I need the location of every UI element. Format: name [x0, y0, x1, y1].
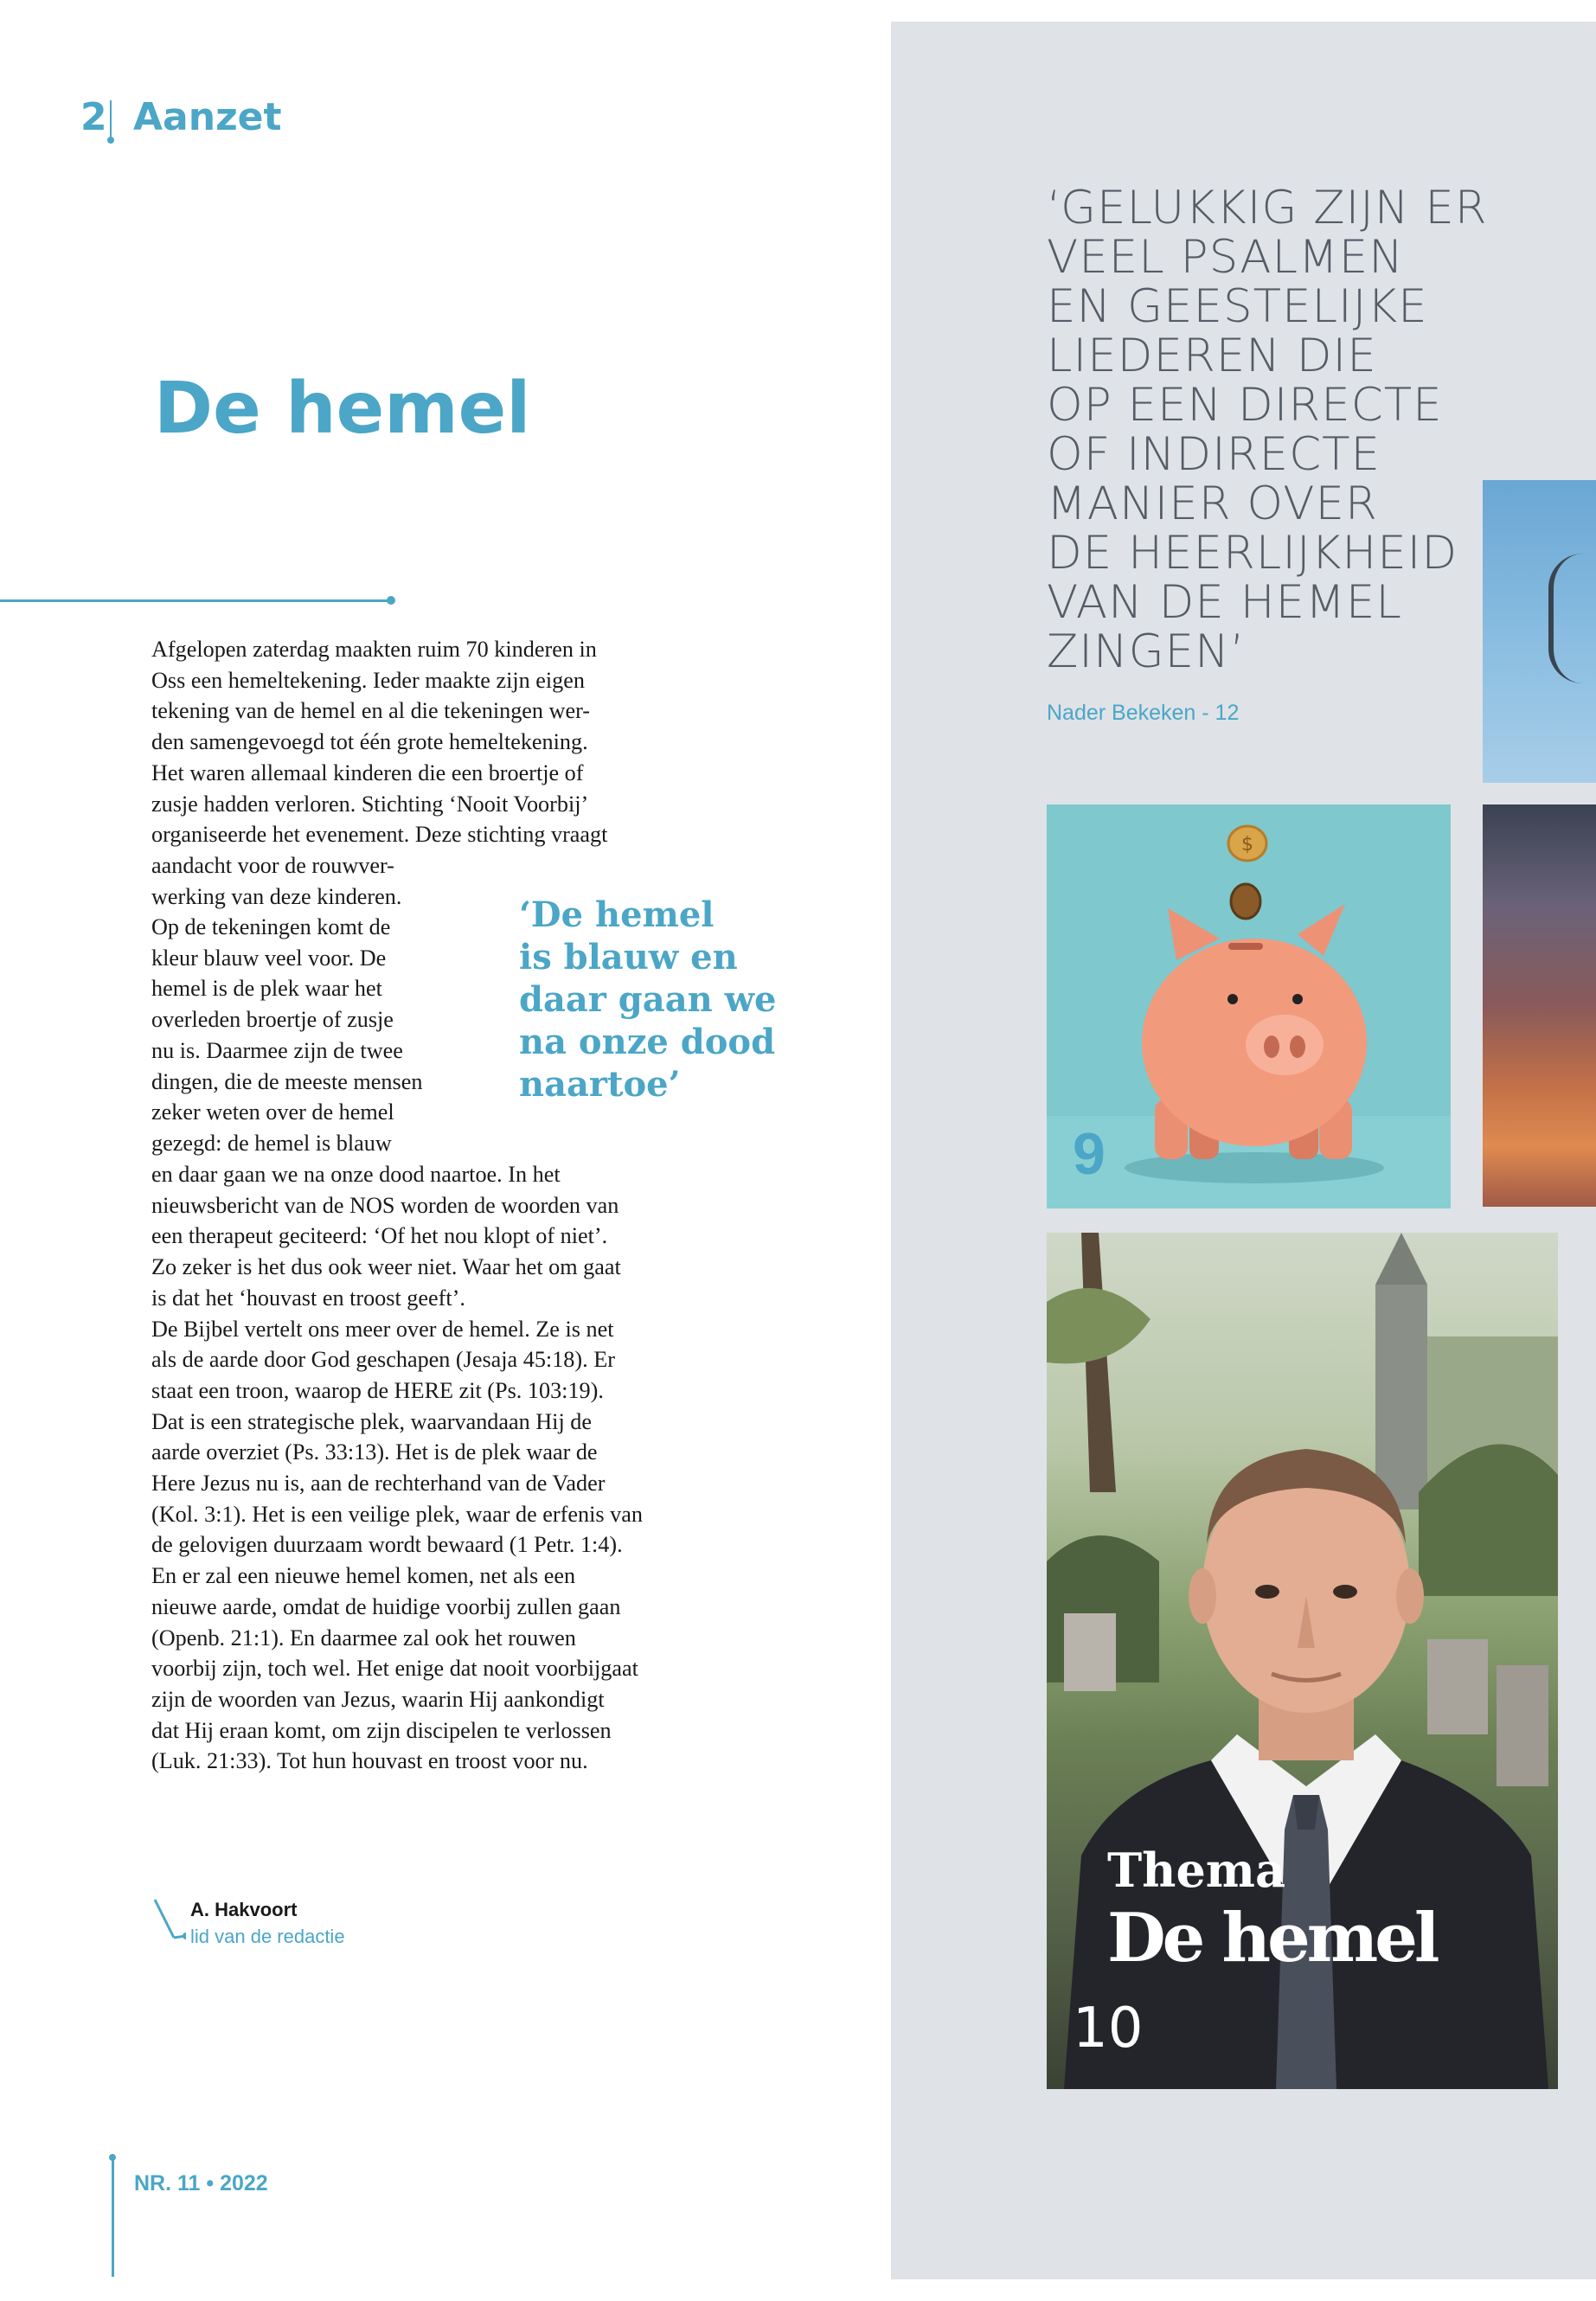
body-line: nieuwsbericht van de NOS worden de woorden van: [151, 1192, 619, 1218]
theme-title: De hemel: [1107, 1899, 1437, 1977]
header-divider: [110, 100, 112, 140]
pull-quote: [519, 894, 796, 1106]
quote-line: VEEL PSALMEN: [1047, 231, 1404, 284]
piggy-bank-illustration: [1047, 804, 1451, 1208]
footer-divider: [112, 2156, 114, 2277]
body-line: dingen, die de meeste mensen: [151, 1068, 423, 1094]
edge-photo-hand: [1548, 554, 1596, 683]
body-line: Zo zeker is het dus ook weer niet. Waar het om gaat: [151, 1254, 621, 1280]
svg-text:$: $: [1241, 834, 1253, 856]
body-line: (Kol. 3:1). Het is een veilige plek, waar de erfenis van: [151, 1501, 643, 1527]
section-name: Aanzet: [133, 95, 282, 139]
body-line: staat een troon, waarop de HERE zit (Ps. 103:19).: [151, 1377, 604, 1403]
quote-source: Nader Bekeken - 12: [1047, 701, 1240, 725]
body-line: organiseerde het evenement. Deze stichting vraagt: [151, 822, 608, 848]
body-line: En er zal een nieuwe hemel komen, net als een: [151, 1563, 576, 1589]
body-line: werking van deze kinderen.: [151, 883, 402, 909]
quote-line: ZINGEN’: [1047, 625, 1246, 678]
title-rule-dot: [387, 596, 395, 605]
body-line: is dat het ‘houvast en troost geeft’.: [151, 1285, 465, 1311]
edge-photo-sunset: [1483, 804, 1596, 1207]
pull-quote-line: ‘De hemel: [519, 894, 715, 935]
quote-line: OP EEN DIRECTE: [1047, 379, 1443, 432]
body-line: kleur blauw veel voor. De: [151, 945, 387, 971]
quote-line: ‘GELUKKIG ZIJN ER: [1047, 182, 1488, 234]
body-line: zijn de woorden van Jezus, waarin Hij aankondigt: [151, 1686, 605, 1712]
body-line: De Bijbel vertelt ons meer over de hemel. Ze is net: [151, 1316, 614, 1342]
body-line: nu is. Daarmee zijn de twee: [151, 1037, 403, 1063]
body-line: gezegd: de hemel is blauw: [151, 1130, 392, 1156]
body-line: als de aarde door God geschapen (Jesaja 45:18). Er: [151, 1347, 615, 1373]
body-line: de gelovigen duurzaam wordt bewaard (1 Petr. 1:4).: [151, 1532, 623, 1558]
body-paragraph-top: [151, 634, 740, 912]
body-paragraph-mid: [151, 912, 497, 1159]
body-line: aarde overziet (Ps. 33:13). Het is de plek waar de: [151, 1439, 598, 1465]
pull-quote-line: daar gaan we: [519, 979, 777, 1020]
body-line: zusje hadden verloren. Stichting ‘Nooit Voorbij’: [151, 791, 589, 817]
page-number: 2: [80, 95, 107, 139]
title-rule: [0, 599, 391, 602]
body-line: Here Jezus nu is, aan de rechterhand van de Vader: [151, 1471, 606, 1497]
theme-label: Thema: [1107, 1843, 1285, 1898]
issue-number: NR. 11 • 2022: [134, 2171, 268, 2195]
header-divider-dot: [107, 137, 114, 144]
quote-line: EN GEESTELIJKE: [1047, 280, 1428, 333]
body-line: nieuwe aarde, omdat de huidige voorbij zullen gaan: [151, 1593, 621, 1619]
quote-line: MANIER OVER: [1047, 478, 1378, 530]
body-line: voorbij zijn, toch wel. Het enige dat nooit voorbijgaat: [151, 1656, 638, 1682]
quote-line: LIEDEREN DIE: [1047, 330, 1377, 382]
author-name: A. Hakvoort: [190, 1899, 298, 1920]
body-line: zeker weten over de hemel: [151, 1099, 394, 1125]
body-line: Dat is een strategische plek, waarvandaan Hij de: [151, 1408, 592, 1434]
piggy-bank-card[interactable]: [1047, 804, 1451, 1208]
body-line: aandacht voor de rouwver-: [151, 852, 394, 878]
body-paragraph-bottom: [151, 1159, 740, 1777]
quote-line: OF INDIRECTE: [1047, 428, 1381, 481]
quote-line: VAN DE HEMEL: [1047, 576, 1402, 629]
author-role: lid van de redactie: [190, 1926, 345, 1947]
body-line: Afgelopen zaterdag maakten ruim 70 kinderen in: [151, 637, 597, 662]
body-line: (Openb. 21:1). En daarmee zal ook het rouwen: [151, 1625, 576, 1650]
quote-line: DE HEERLIJKHEID: [1047, 527, 1458, 580]
piggy-card-page: 9: [1073, 1121, 1106, 1187]
body-line: een therapeut geciteerd: ‘Of het nou klopt of niet’.: [151, 1223, 608, 1249]
body-line: overleden broertje of zusje: [151, 1007, 394, 1033]
pull-quote-line: is blauw en: [519, 937, 738, 977]
pull-quote-line: na onze dood: [519, 1022, 776, 1062]
body-line: Oss een hemeltekening. Ieder maakte zijn eigen: [151, 667, 585, 693]
body-line: Op de tekeningen komt de: [151, 914, 391, 939]
body-line: tekening van de hemel en al die tekeningen wer-: [151, 698, 591, 724]
body-line: dat Hij eraan komt, om zijn discipelen te verlossen: [151, 1717, 612, 1743]
footer-divider-dot: [109, 2154, 116, 2161]
body-line: hemel is de plek waar het: [151, 976, 382, 1002]
author-arrow-icon: [151, 1896, 186, 1948]
body-line: Het waren allemaal kinderen die een broertje of: [151, 760, 584, 785]
body-line: en daar gaan we na onze dood naartoe. In het: [151, 1162, 561, 1187]
pull-quote-line: naartoe’: [519, 1064, 681, 1105]
body-line: den samengevoegd tot één grote hemeltekening.: [151, 729, 588, 755]
article-title: De hemel: [154, 368, 531, 450]
theme-card-page: 10: [1073, 1997, 1144, 2061]
body-line: (Luk. 21:33). Tot hun houvast en troost voor nu.: [151, 1748, 588, 1774]
